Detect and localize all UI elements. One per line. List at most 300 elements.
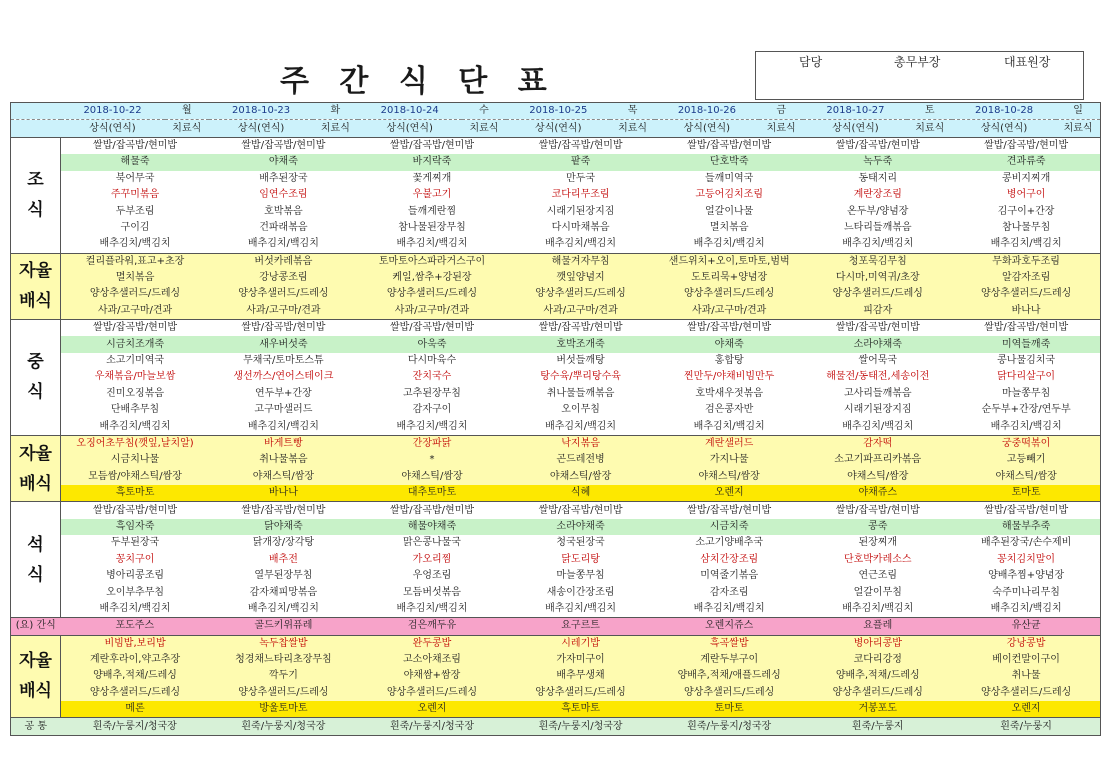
menu-item: 양상추샐러드/드레싱	[61, 286, 210, 302]
approval-staff: 담당	[799, 55, 823, 69]
diet-therapy-label: 치료식	[165, 120, 210, 137]
menu-item: 토마토아스파라거스구이	[358, 253, 507, 270]
menu-item: 동태지리	[803, 171, 952, 187]
menu-item: 해물부추죽	[952, 519, 1101, 535]
menu-item: 콩나물김치국	[952, 353, 1101, 369]
common-item: 흰죽/누룽지	[803, 718, 952, 735]
menu-item: 비빔밥,보리밥	[61, 635, 210, 652]
day-of-week: 목	[610, 103, 655, 120]
menu-item: 새우버섯죽	[209, 336, 358, 352]
menu-item: 연근조림	[803, 568, 952, 584]
menu-item: 배추김치/백김치	[506, 601, 655, 618]
menu-item: 무채국/토마토스튜	[209, 353, 358, 369]
menu-row	[11, 336, 1101, 352]
menu-item: 배추김치/백김치	[655, 601, 804, 618]
day-of-week: 토	[907, 103, 952, 120]
menu-row	[11, 635, 1101, 652]
menu-item: 버섯카레볶음	[209, 253, 358, 270]
menu-item: 참나물된장무침	[358, 220, 507, 236]
menu-item: 야채스틱/쌈장	[655, 469, 804, 485]
menu-item: 감자채피망볶음	[209, 584, 358, 600]
menu-item: 양상추샐러드/드레싱	[655, 685, 804, 701]
menu-item: 호박새우젓볶음	[655, 386, 804, 402]
menu-item: 고소아채조림	[358, 652, 507, 668]
menu-item: 소고기미역국	[61, 353, 210, 369]
menu-item: 취나물볶음	[209, 452, 358, 468]
menu-row	[11, 203, 1101, 219]
menu-item: 완두콩밥	[358, 635, 507, 652]
menu-item: 간장파닭	[358, 435, 507, 452]
menu-item: 쌀밥/잡곡밥/현미밥	[803, 137, 952, 154]
menu-item: 쌀밥/잡곡밥/현미밥	[655, 502, 804, 519]
menu-item: 배추김치/백김치	[358, 236, 507, 253]
menu-item: 양상추샐러드/드레싱	[61, 685, 210, 701]
diet-regular-label: 상식(연식)	[803, 120, 907, 137]
menu-item: 바나나	[209, 485, 358, 502]
menu-item: 쌀밥/잡곡밥/현미밥	[655, 320, 804, 337]
menu-item: 쌀밥/잡곡밥/현미밥	[61, 137, 210, 154]
menu-item: 사과/고구마/견과	[506, 303, 655, 320]
menu-item: 야채스틱/쌈장	[803, 469, 952, 485]
menu-item: 배추김치/백김치	[61, 236, 210, 253]
menu-item: 양상추샐러드/드레싱	[952, 685, 1101, 701]
menu-item: 강낭콩밥	[952, 635, 1101, 652]
menu-item: 숙주미나리무침	[952, 584, 1101, 600]
menu-row	[11, 137, 1101, 154]
menu-item: 배추김치/백김치	[358, 418, 507, 435]
menu-item: 호박조개죽	[506, 336, 655, 352]
menu-item: 고등빼기	[952, 452, 1101, 468]
menu-item: 오이부추무침	[61, 584, 210, 600]
menu-row	[11, 187, 1101, 203]
menu-item: 북어무국	[61, 171, 210, 187]
snack-item: 오렌지쥬스	[655, 618, 804, 635]
menu-item: 시금치죽	[655, 519, 804, 535]
diet-regular-label: 상식(연식)	[358, 120, 462, 137]
menu-row	[11, 303, 1101, 320]
menu-item: 병아리콩조림	[61, 568, 210, 584]
day-date: 2018-10-26	[655, 103, 759, 120]
menu-item: 들깨미역국	[655, 171, 804, 187]
menu-item: 콩비지찌개	[952, 171, 1101, 187]
menu-item: 쌀밥/잡곡밥/현미밥	[952, 137, 1101, 154]
menu-item: 오이무침	[506, 402, 655, 418]
menu-row	[11, 502, 1101, 519]
weekly-menu-table	[10, 102, 1101, 736]
snack-item: 요구르트	[506, 618, 655, 635]
menu-item: 토마토	[655, 701, 804, 718]
menu-item: 양상추샐러드/드레싱	[655, 286, 804, 302]
menu-row	[11, 452, 1101, 468]
snack-item: 유산균	[952, 618, 1101, 635]
day-of-week: 일	[1056, 103, 1101, 120]
menu-item: 양배추,적채/드레싱	[61, 668, 210, 684]
menu-item: 도토리묵+양념장	[655, 270, 804, 286]
menu-item: 단호박죽	[655, 154, 804, 170]
menu-item: 녹두찹쌀밥	[209, 635, 358, 652]
menu-item: 취나물들깨볶음	[506, 386, 655, 402]
menu-item: 미역들깨죽	[952, 336, 1101, 352]
section-label: 자율 배식	[11, 253, 61, 320]
menu-item: 배추김치/백김치	[952, 601, 1101, 618]
menu-item: 순두부+간장/연두부	[952, 402, 1101, 418]
menu-item: 계란두부구이	[655, 652, 804, 668]
menu-item: 쌀밥/잡곡밥/현미밥	[506, 320, 655, 337]
menu-item: 배추김치/백김치	[209, 418, 358, 435]
diet-therapy-label: 치료식	[759, 120, 804, 137]
menu-item: 두부조림	[61, 203, 210, 219]
menu-item: 쌀밥/잡곡밥/현미밥	[358, 320, 507, 337]
menu-item: 녹두죽	[803, 154, 952, 170]
menu-item: 꽁치구이	[61, 552, 210, 568]
diet-therapy-label: 치료식	[462, 120, 507, 137]
menu-item: 배추된장국/손수제비	[952, 535, 1101, 551]
menu-item: 들깨계란찜	[358, 203, 507, 219]
menu-item: 모듬버섯볶음	[358, 584, 507, 600]
menu-row	[11, 485, 1101, 502]
menu-item: 시레기밥	[506, 635, 655, 652]
menu-item: 소고기양배추국	[655, 535, 804, 551]
menu-item: 단배추무침	[61, 402, 210, 418]
menu-item: 컬리플라워,표고+초장	[61, 253, 210, 270]
menu-item: 양상추샐러드/드레싱	[506, 685, 655, 701]
menu-item: 야채쌈+쌈장	[358, 668, 507, 684]
menu-item: 두부된장국	[61, 535, 210, 551]
menu-item: 샌드위치+오이,토마토,범벅	[655, 253, 804, 270]
menu-item: 흑곡쌀밥	[655, 635, 804, 652]
menu-item: 호박볶음	[209, 203, 358, 219]
menu-item: 미역줄기볶음	[655, 568, 804, 584]
menu-item: 쌀밥/잡곡밥/현미밥	[61, 502, 210, 519]
menu-item: 흑임자죽	[61, 519, 210, 535]
menu-item: 소라야채죽	[506, 519, 655, 535]
menu-item: 쌀밥/잡곡밥/현미밥	[655, 137, 804, 154]
menu-item: 바나나	[952, 303, 1101, 320]
common-item: 흰죽/누룽지/청국장	[209, 718, 358, 735]
snack-row	[11, 618, 1101, 635]
diet-therapy-label: 치료식	[610, 120, 655, 137]
menu-row	[11, 601, 1101, 618]
menu-item: 감자떡	[803, 435, 952, 452]
menu-item: 코다리강정	[803, 652, 952, 668]
menu-item: 야채죽	[209, 154, 358, 170]
menu-row	[11, 469, 1101, 485]
menu-item: 우엉조림	[358, 568, 507, 584]
menu-item: 꽃게찌개	[358, 171, 507, 187]
menu-row	[11, 584, 1101, 600]
menu-item: 열무된장무침	[209, 568, 358, 584]
menu-item: 생선까스/연어스테이크	[209, 369, 358, 385]
common-item: 흰죽/누룽지/청국장	[358, 718, 507, 735]
menu-item: 강낭콩조림	[209, 270, 358, 286]
menu-item: 깻잎양념지	[506, 270, 655, 286]
menu-item: 흑토마토	[506, 701, 655, 718]
menu-item: 낙지볶음	[506, 435, 655, 452]
menu-item: 청국된장국	[506, 535, 655, 551]
menu-item: 야채쥬스	[803, 485, 952, 502]
menu-item: 바지락죽	[358, 154, 507, 170]
menu-item: 시금치조개죽	[61, 336, 210, 352]
menu-item: 양상추샐러드/드레싱	[358, 286, 507, 302]
menu-item: 병어구이	[952, 187, 1101, 203]
menu-item: 맑은콩나물국	[358, 535, 507, 551]
menu-item: 마늘쫑무침	[506, 568, 655, 584]
menu-item: 쌀밥/잡곡밥/현미밥	[506, 502, 655, 519]
snack-item: 골드키위퓨레	[209, 618, 358, 635]
menu-item: 가오리찜	[358, 552, 507, 568]
menu-item: 고등어김치조림	[655, 187, 804, 203]
menu-item: 단호박카레소스	[803, 552, 952, 568]
menu-item: 야채죽	[655, 336, 804, 352]
menu-item: 다시마,미역귀/초장	[803, 270, 952, 286]
snack-item: 포도주스	[61, 618, 210, 635]
menu-item: 잔치국수	[358, 369, 507, 385]
day-date: 2018-10-24	[358, 103, 462, 120]
menu-item: 배추김치/백김치	[61, 601, 210, 618]
menu-item: 계란샐러드	[655, 435, 804, 452]
menu-item: 쌀밥/잡곡밥/현미밥	[952, 320, 1101, 337]
menu-row	[11, 270, 1101, 286]
section-label: 조 식	[11, 137, 61, 253]
day-of-week: 금	[759, 103, 804, 120]
menu-row	[11, 220, 1101, 236]
menu-item: 김구이+간장	[952, 203, 1101, 219]
menu-item: 다시마채볶음	[506, 220, 655, 236]
menu-item: 메론	[61, 701, 210, 718]
menu-item: 얼갈이나물	[655, 203, 804, 219]
menu-item: 사과/고구마/견과	[655, 303, 804, 320]
menu-item: 배추전	[209, 552, 358, 568]
menu-item: 코다리무조림	[506, 187, 655, 203]
menu-item: 쌀밥/잡곡밥/현미밥	[61, 320, 210, 337]
menu-item: 배추김치/백김치	[61, 418, 210, 435]
menu-item: 배추김치/백김치	[506, 418, 655, 435]
snack-item: 검은깨두유	[358, 618, 507, 635]
diet-regular-label: 상식(연식)	[61, 120, 165, 137]
menu-item: 탕수육/뿌리탕수육	[506, 369, 655, 385]
menu-item: 궁중떡볶이	[952, 435, 1101, 452]
menu-item: 새송이간장조림	[506, 584, 655, 600]
menu-item: 마늘쫑무침	[952, 386, 1101, 402]
menu-row	[11, 535, 1101, 551]
menu-item: 야채스틱/쌈장	[358, 469, 507, 485]
menu-item: 참나물무침	[952, 220, 1101, 236]
menu-item: 아욱죽	[358, 336, 507, 352]
menu-item: 가자미구이	[506, 652, 655, 668]
menu-item: 청경채느타리초장무침	[209, 652, 358, 668]
menu-item: 양상추샐러드/드레싱	[358, 685, 507, 701]
menu-row	[11, 685, 1101, 701]
menu-item: 깍두기	[209, 668, 358, 684]
menu-item: 삼치간장조림	[655, 552, 804, 568]
menu-row	[11, 236, 1101, 253]
menu-item: 양배추,적채/애플드레싱	[655, 668, 804, 684]
menu-item: 배추김치/백김치	[209, 601, 358, 618]
menu-item: 주꾸미볶음	[61, 187, 210, 203]
day-of-week: 화	[313, 103, 358, 120]
menu-item: 해물죽	[61, 154, 210, 170]
menu-item: 오렌지	[358, 701, 507, 718]
menu-item: 쌀밥/잡곡밥/현미밥	[209, 137, 358, 154]
menu-row	[11, 386, 1101, 402]
menu-item: 시래기된장지짐	[506, 203, 655, 219]
menu-row	[11, 552, 1101, 568]
menu-item: 고사리들깨볶음	[803, 386, 952, 402]
diet-regular-label: 상식(연식)	[655, 120, 759, 137]
approval-box	[755, 51, 1084, 100]
menu-item: 바게트빵	[209, 435, 358, 452]
menu-item: 양상추샐러드/드레싱	[803, 685, 952, 701]
menu-item: 고추된장무침	[358, 386, 507, 402]
menu-item: 소고기파프리카볶음	[803, 452, 952, 468]
menu-item: 고구마샐러드	[209, 402, 358, 418]
menu-item: 계란후라이,약고추장	[61, 652, 210, 668]
menu-item: 임연수조림	[209, 187, 358, 203]
menu-item: 피감자	[803, 303, 952, 320]
menu-item: 배추김치/백김치	[952, 418, 1101, 435]
menu-item: 배추김치/백김치	[655, 236, 804, 253]
menu-item: 양상추샐러드/드레싱	[506, 286, 655, 302]
menu-item: 우채볶음/마늘보쌈	[61, 369, 210, 385]
menu-row	[11, 519, 1101, 535]
menu-item: 쌀밥/잡곡밥/현미밥	[506, 137, 655, 154]
menu-item: 배추김치/백김치	[655, 418, 804, 435]
menu-row	[11, 435, 1101, 452]
menu-item: 견과류죽	[952, 154, 1101, 170]
menu-item: 배추김치/백김치	[803, 601, 952, 618]
menu-item: 사과/고구마/견과	[358, 303, 507, 320]
menu-item: 시금치나물	[61, 452, 210, 468]
menu-item: 야채스틱/쌈장	[209, 469, 358, 485]
menu-item: 배추된장국	[209, 171, 358, 187]
menu-row	[11, 286, 1101, 302]
menu-item: 취나물	[952, 668, 1101, 684]
menu-item: 쌀밥/잡곡밥/현미밥	[358, 137, 507, 154]
menu-row	[11, 171, 1101, 187]
menu-item: 병아리콩밥	[803, 635, 952, 652]
menu-item: 배추무생채	[506, 668, 655, 684]
menu-item: 야채스틱/쌈장	[506, 469, 655, 485]
menu-item: 홍합탕	[655, 353, 804, 369]
menu-item: 배추김치/백김치	[803, 418, 952, 435]
diet-type-row	[11, 120, 1101, 137]
header-corner	[11, 103, 61, 120]
menu-item: 사과/고구마/견과	[209, 303, 358, 320]
common-item: 흰죽/누룽지	[952, 718, 1101, 735]
menu-item: 무화과호두조림	[952, 253, 1101, 270]
menu-item: 꽁치김치말이	[952, 552, 1101, 568]
menu-item: 쌀밥/잡곡밥/현미밥	[209, 502, 358, 519]
menu-row	[11, 668, 1101, 684]
menu-item: 진미오징볶음	[61, 386, 210, 402]
day-of-week: 월	[165, 103, 210, 120]
day-date: 2018-10-27	[803, 103, 907, 120]
menu-item: 느타리들깨볶음	[803, 220, 952, 236]
menu-item: 모듬쌈/야채스틱/쌈장	[61, 469, 210, 485]
menu-item: 된장찌개	[803, 535, 952, 551]
menu-item: 배추김치/백김치	[358, 601, 507, 618]
section-label: 자율 배식	[11, 635, 61, 718]
menu-item: 알감자조림	[952, 270, 1101, 286]
common-item: 흰죽/누룽지/청국장	[61, 718, 210, 735]
menu-item: 대추토마토	[358, 485, 507, 502]
menu-item: 케일,쌈추+강된장	[358, 270, 507, 286]
menu-item: 얼갈이무침	[803, 584, 952, 600]
menu-item: 만두국	[506, 171, 655, 187]
menu-item: 쌀밥/잡곡밥/현미밥	[952, 502, 1101, 519]
section-label: 중 식	[11, 320, 61, 436]
menu-item: 건파래볶음	[209, 220, 358, 236]
common-label: 공 통	[11, 718, 61, 735]
diet-regular-label: 상식(연식)	[209, 120, 313, 137]
menu-row	[11, 154, 1101, 170]
menu-row	[11, 253, 1101, 270]
menu-item: 소라야채죽	[803, 336, 952, 352]
menu-item: 배추김치/백김치	[803, 236, 952, 253]
menu-item: 닭다리살구이	[952, 369, 1101, 385]
menu-row	[11, 418, 1101, 435]
menu-item: 버섯들깨탕	[506, 353, 655, 369]
menu-item: 온두부/양념장	[803, 203, 952, 219]
common-item: 흰죽/누룽지/청국장	[655, 718, 804, 735]
menu-item: 양상추샐러드/드레싱	[209, 685, 358, 701]
menu-item: 멸치볶음	[61, 270, 210, 286]
diet-therapy-label: 치료식	[907, 120, 952, 137]
menu-item: 오렌지	[952, 701, 1101, 718]
menu-item: 해물겨자무침	[506, 253, 655, 270]
common-item: 흰죽/누룽지/청국장	[506, 718, 655, 735]
menu-item: 배추김치/백김치	[952, 236, 1101, 253]
menu-item: 감자구이	[358, 402, 507, 418]
menu-item: 흑토마토	[61, 485, 210, 502]
day-of-week: 수	[462, 103, 507, 120]
menu-item: 계란장조림	[803, 187, 952, 203]
menu-item: 쌀어묵국	[803, 353, 952, 369]
menu-item: 쌀밥/잡곡밥/현미밥	[358, 502, 507, 519]
menu-row	[11, 369, 1101, 385]
menu-item: 연두부+간장	[209, 386, 358, 402]
menu-item: *	[358, 452, 507, 468]
menu-item: 닭도리탕	[506, 552, 655, 568]
menu-item: 양상추샐러드/드레싱	[952, 286, 1101, 302]
menu-item: 배추김치/백김치	[506, 236, 655, 253]
day-date: 2018-10-25	[506, 103, 610, 120]
day-date: 2018-10-23	[209, 103, 313, 120]
section-label: 자율 배식	[11, 435, 61, 502]
menu-item: 구이김	[61, 220, 210, 236]
menu-item: 베이컨말이구이	[952, 652, 1101, 668]
menu-item: 닭개장/장각탕	[209, 535, 358, 551]
date-row	[11, 103, 1101, 120]
menu-item: 쌀밥/잡곡밥/현미밥	[803, 502, 952, 519]
menu-item: 가지나물	[655, 452, 804, 468]
diet-regular-label: 상식(연식)	[506, 120, 610, 137]
menu-item: 배추김치/백김치	[209, 236, 358, 253]
menu-item: 곤드레전병	[506, 452, 655, 468]
menu-item: 양배추,적채/드레싱	[803, 668, 952, 684]
menu-item: 찐만두/야채비빔만두	[655, 369, 804, 385]
snack-label: (요) 간식	[11, 618, 61, 635]
menu-item: 콩죽	[803, 519, 952, 535]
menu-item: 오징어초무침(깻잎,날치알)	[61, 435, 210, 452]
menu-item: 다시마육수	[358, 353, 507, 369]
menu-item: 쌀밥/잡곡밥/현미밥	[803, 320, 952, 337]
menu-item: 팥죽	[506, 154, 655, 170]
common-row	[11, 718, 1101, 735]
menu-item: 해물야채죽	[358, 519, 507, 535]
menu-row	[11, 652, 1101, 668]
menu-item: 식혜	[506, 485, 655, 502]
